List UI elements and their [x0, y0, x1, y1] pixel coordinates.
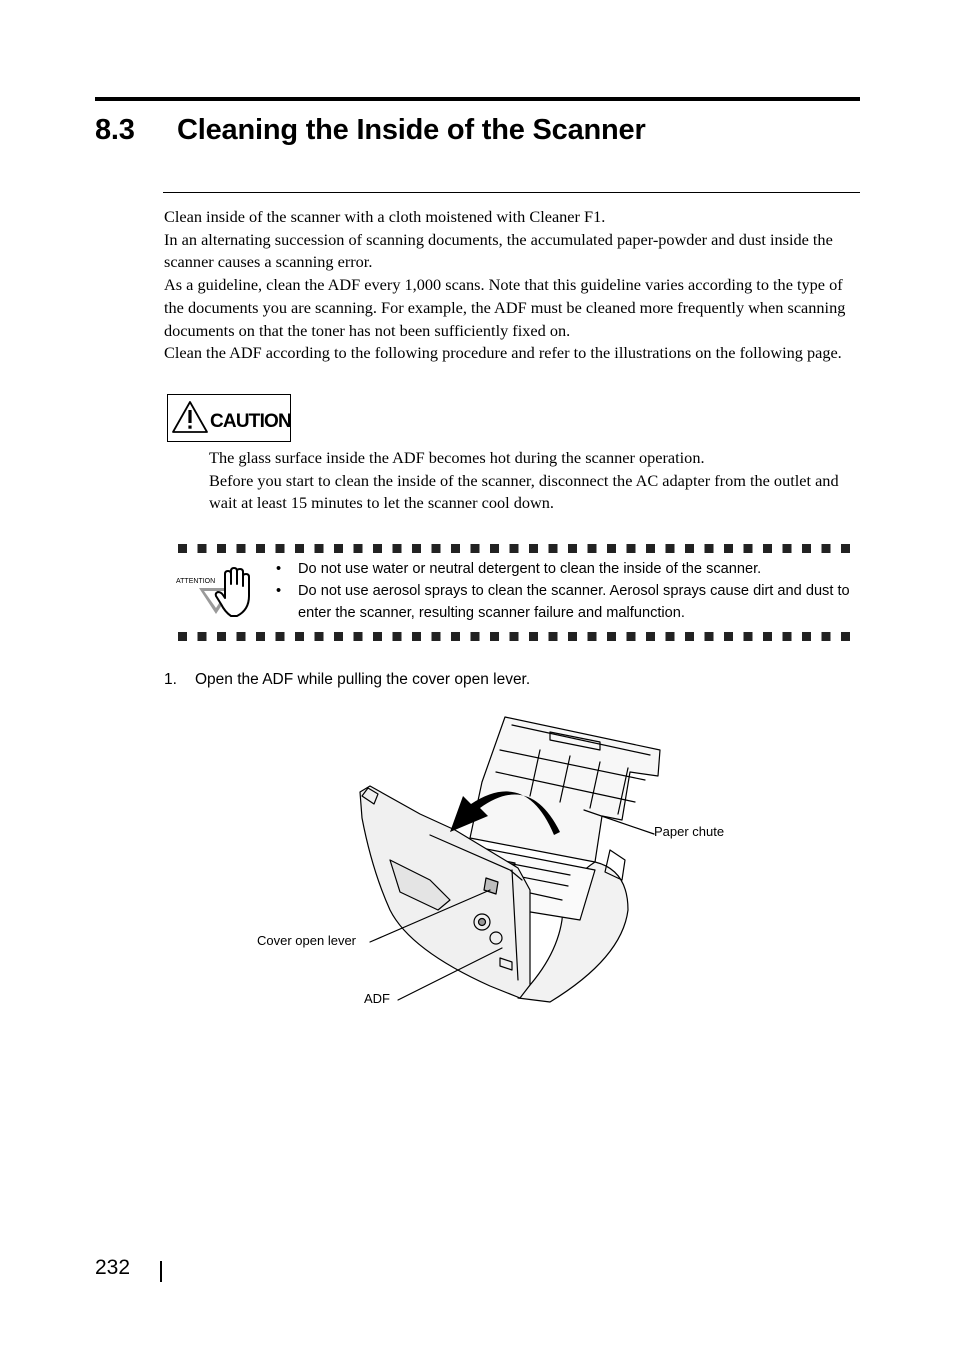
- page-title: [95, 114, 646, 147]
- paper-chute-label: Paper chute: [654, 824, 725, 839]
- caution-text: [209, 447, 869, 515]
- caution-line: The glass surface inside the ADF becomes hot during the scanner operation.: [209, 448, 705, 467]
- attention-item: • Do not use water or neutral detergent to clean the inside of the scanner.: [276, 558, 866, 580]
- intro-paragraph: Clean the ADF according to the following procedure and refer to the illustrations on the following page.: [164, 343, 842, 363]
- caution-badge: [167, 394, 291, 442]
- attention-icon-label: ATTENTION: [176, 578, 216, 585]
- step-number: 1.: [164, 671, 177, 688]
- adf-label: ADF: [364, 991, 390, 1006]
- attention-top-border: [178, 544, 854, 553]
- top-rule: [95, 97, 860, 101]
- attention-bottom-border: [178, 632, 854, 641]
- caution-label: CAUTION: [210, 411, 291, 432]
- attention-hand-icon: [175, 566, 257, 620]
- section-number: 8.3: [95, 114, 135, 146]
- title-underline: [163, 192, 860, 193]
- step-text: Open the ADF while pulling the cover open lever.: [195, 671, 531, 688]
- intro-text: [164, 206, 864, 365]
- scanner-illustration: [250, 710, 750, 1010]
- attention-item: • Do not use aerosol sprays to clean the scanner. Aerosol sprays cause dirt and dust to enter the scanner, resulting scanner failure and malfunction.: [276, 580, 866, 624]
- intro-paragraph: As a guideline, clean the ADF every 1,000 scans. Note that this guideline varies according to the type of the documents you are scanning. For example, the ADF must be cleaned more frequently when scanning documents on that the toner has not been sufficiently fixed on.: [164, 275, 846, 340]
- section-title: Cleaning the Inside of the Scanner: [177, 114, 646, 146]
- step-1: [164, 671, 530, 689]
- caution-line: Before you start to clean the inside of the scanner, disconnect the AC adapter from the outlet and wait at least 15 minutes to let the scanner cool down.: [209, 470, 839, 513]
- intro-paragraph: In an alternating succession of scanning documents, the accumulated paper-powder and dust inside the scanner causes a scanning error.: [164, 229, 833, 272]
- cover-open-lever-label: Cover open lever: [257, 933, 356, 948]
- intro-paragraph: Clean inside of the scanner with a cloth moistened with Cleaner F1.: [164, 207, 606, 226]
- attention-list: [276, 558, 866, 624]
- page-number: 232: [95, 1256, 131, 1279]
- page-number-bar: [160, 1261, 162, 1282]
- warning-triangle-icon: [171, 400, 209, 434]
